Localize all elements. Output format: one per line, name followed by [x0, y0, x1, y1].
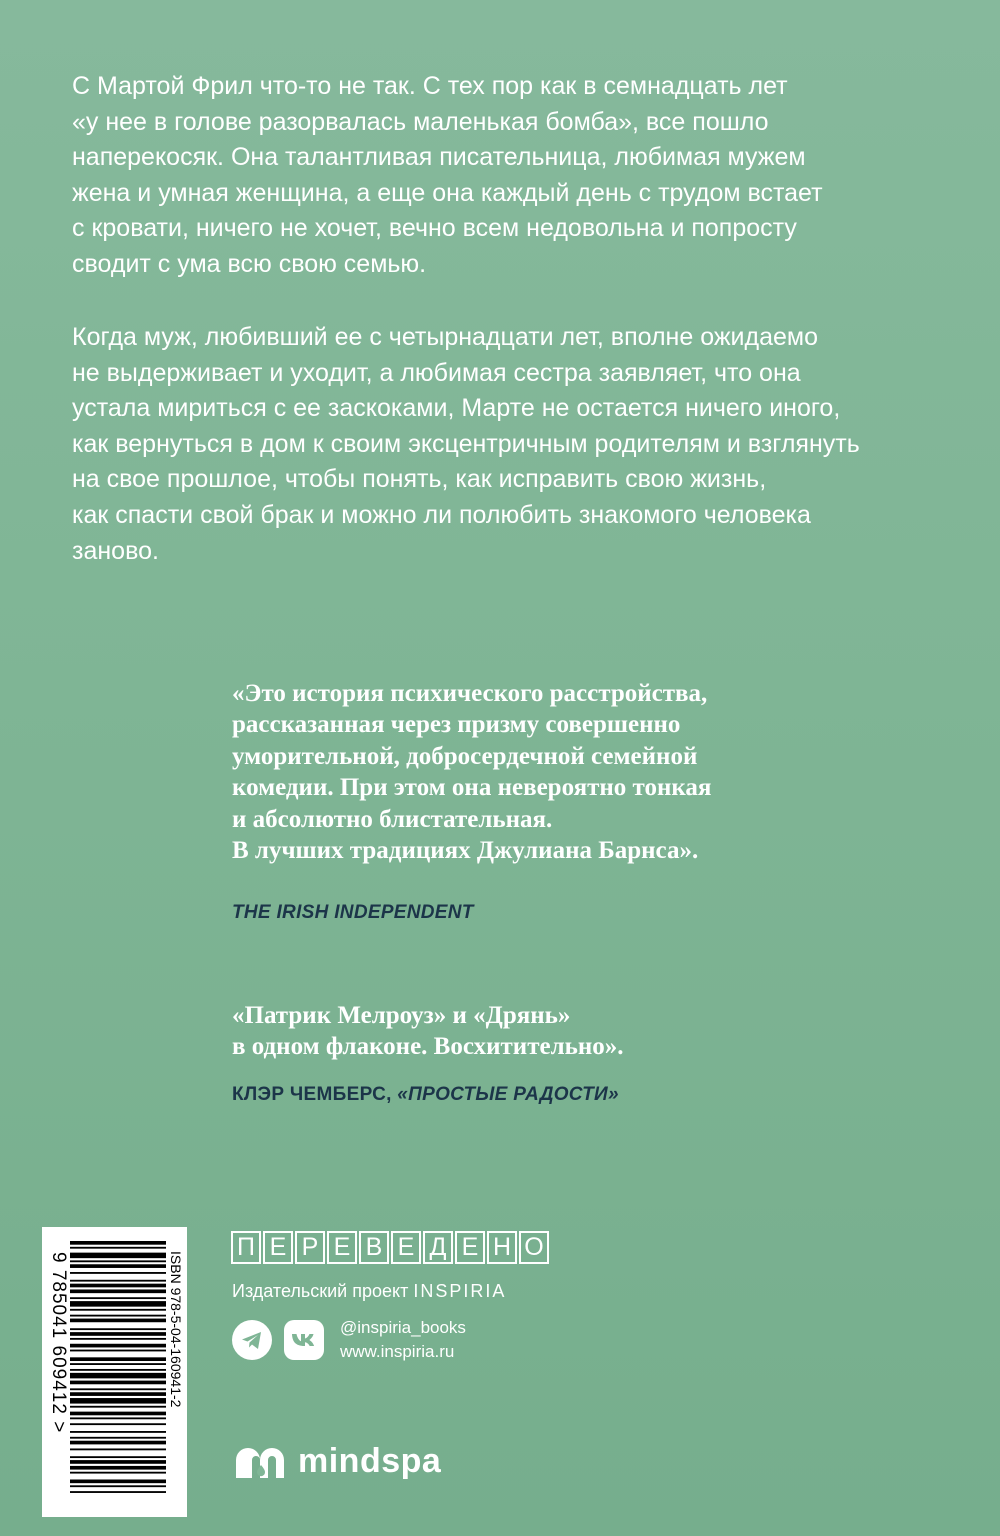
barcode-bar — [70, 1392, 166, 1396]
description-paragraph-1 — [72, 69, 932, 283]
series-letter: Н — [487, 1231, 517, 1264]
barcode-bar — [70, 1357, 166, 1361]
barcode-bar — [70, 1328, 166, 1330]
barcode-bars — [70, 1241, 166, 1495]
barcode-bar — [70, 1388, 166, 1390]
barcode-bar — [70, 1241, 166, 1245]
barcode-bar — [70, 1381, 166, 1385]
series-letter: Е — [455, 1231, 485, 1264]
mindspa-mark-icon — [232, 1444, 290, 1480]
review-line: В лучших традициях Джулиана Барнса». — [232, 837, 699, 865]
barcode-bar — [70, 1309, 166, 1311]
barcode-bar — [70, 1301, 166, 1307]
mindspa-logo — [232, 1442, 441, 1481]
barcode-bar — [70, 1338, 166, 1340]
barcode-bar — [70, 1472, 166, 1474]
telegram-icon[interactable] — [232, 1320, 272, 1360]
review-source-2 — [232, 1084, 619, 1106]
review-line: уморительной, добросердечной семейной — [232, 742, 698, 770]
barcode-bar — [70, 1350, 166, 1352]
review-line: и абсолютно блистательная. — [232, 805, 553, 833]
imprint-name: mindspa — [298, 1442, 442, 1480]
barcode-bar — [70, 1423, 166, 1425]
barcode-bar — [70, 1448, 166, 1450]
barcode-bar — [70, 1460, 166, 1464]
barcode-bar — [70, 1315, 166, 1317]
series-letter: Д — [423, 1231, 453, 1264]
barcode-bar — [70, 1417, 166, 1419]
barcode-bar — [70, 1441, 166, 1445]
barcode-bar — [70, 1284, 166, 1288]
description-line: заново. — [72, 536, 159, 565]
barcode-bar — [70, 1485, 166, 1487]
description-line: как вернуться в дом к своим эксцентричным родителям и взглянуть — [72, 429, 860, 458]
review-line: в одном флаконе. Восхитительно». — [232, 1033, 624, 1061]
barcode-bar — [70, 1412, 166, 1416]
social-handle[interactable]: @inspiria_books — [340, 1318, 466, 1337]
review-source-work: «ПРОСТЫЕ РАДОСТИ» — [397, 1084, 619, 1105]
barcode-bar — [70, 1247, 166, 1249]
series-logo — [231, 1231, 549, 1264]
website-link[interactable]: www.inspiria.ru — [340, 1342, 455, 1361]
description-line: наперекосяк. Она талантливая писательница, любимая мужем — [72, 143, 806, 172]
barcode-bar — [70, 1479, 166, 1483]
barcode-bar — [70, 1344, 166, 1348]
review-line: «Это история психического расстройства, — [232, 680, 708, 707]
barcode-bar — [70, 1297, 166, 1299]
review-line: «Патрик Мелроуз» и «Дрянь» — [232, 1002, 571, 1029]
description-line: с кровати, ничего не хочет, вечно всем недовольна и попросту — [72, 214, 797, 243]
review-line: комедии. При этом она невероятно тонкая — [232, 774, 712, 802]
barcode-bar — [70, 1431, 166, 1433]
barcode-bar — [70, 1437, 166, 1439]
review-source-author: КЛЭР ЧЕМБЕРС, — [232, 1084, 398, 1105]
review-quote-1 — [232, 678, 932, 866]
barcode-bar — [70, 1264, 166, 1268]
barcode-bar — [70, 1363, 166, 1365]
series-letter: Е — [263, 1231, 293, 1264]
description-line: С Мартой Фрил что-то не так. С тех пор как в семнадцать лет — [72, 72, 788, 100]
review-line: рассказанная через призму совершенно — [232, 711, 681, 739]
description-line: как спасти свой брак и можно ли полюбить знакомого человека — [72, 500, 811, 529]
publisher-brand: INSPIRIA — [413, 1281, 507, 1301]
isbn-label: ISBN 978-5-04-160941-2 — [168, 1251, 184, 1408]
publisher-project-label: Издательский проект — [232, 1281, 414, 1301]
barcode-bar — [70, 1466, 166, 1470]
barcode-bar — [70, 1253, 166, 1259]
series-letter: Е — [327, 1231, 357, 1264]
description-line: не выдерживает и уходит, а любимая сестра заявляет, что она — [72, 358, 801, 387]
series-letter: В — [359, 1231, 389, 1264]
barcode-bar — [70, 1272, 166, 1274]
publisher-project — [232, 1281, 506, 1302]
description-line: сводит с ума всю свою семью. — [72, 249, 427, 278]
description-line: Когда муж, любивший ее с четырнадцати лет, вполне ожидаемо — [72, 323, 818, 351]
barcode-bar — [70, 1456, 166, 1458]
barcode-bar — [70, 1332, 166, 1336]
series-letter: Е — [391, 1231, 421, 1264]
barcode-bar — [70, 1319, 166, 1323]
isbn-barcode — [42, 1227, 187, 1517]
series-letter: О — [519, 1231, 549, 1264]
barcode-bar — [70, 1280, 166, 1282]
barcode-bar — [70, 1369, 166, 1371]
series-letter: Р — [295, 1231, 325, 1264]
barcode-bar — [70, 1398, 166, 1404]
description-line: «у нее в голове разорвалась маленькая бомба», все пошло — [72, 107, 769, 136]
barcode-bar — [70, 1491, 166, 1493]
review-source-1: THE IRISH INDEPENDENT — [232, 902, 474, 923]
description-line: жена и умная женщина, а еще она каждый день с трудом встает — [72, 178, 823, 207]
barcode-digits: 9 785041 609412 > — [48, 1252, 69, 1434]
vk-icon[interactable] — [284, 1320, 324, 1360]
barcode-bar — [70, 1406, 166, 1408]
description-line: на свое прошлое, чтобы понять, как исправить свою жизнь, — [72, 465, 767, 494]
review-quote-2 — [232, 1000, 932, 1063]
description-paragraph-2 — [72, 320, 932, 569]
barcode-bar — [70, 1260, 166, 1262]
series-letter: П — [231, 1231, 261, 1264]
barcode-bar — [70, 1373, 166, 1379]
barcode-bar — [70, 1289, 166, 1293]
description-line: устала мириться с ее заскоками, Марте не остается ничего иного, — [72, 394, 841, 423]
